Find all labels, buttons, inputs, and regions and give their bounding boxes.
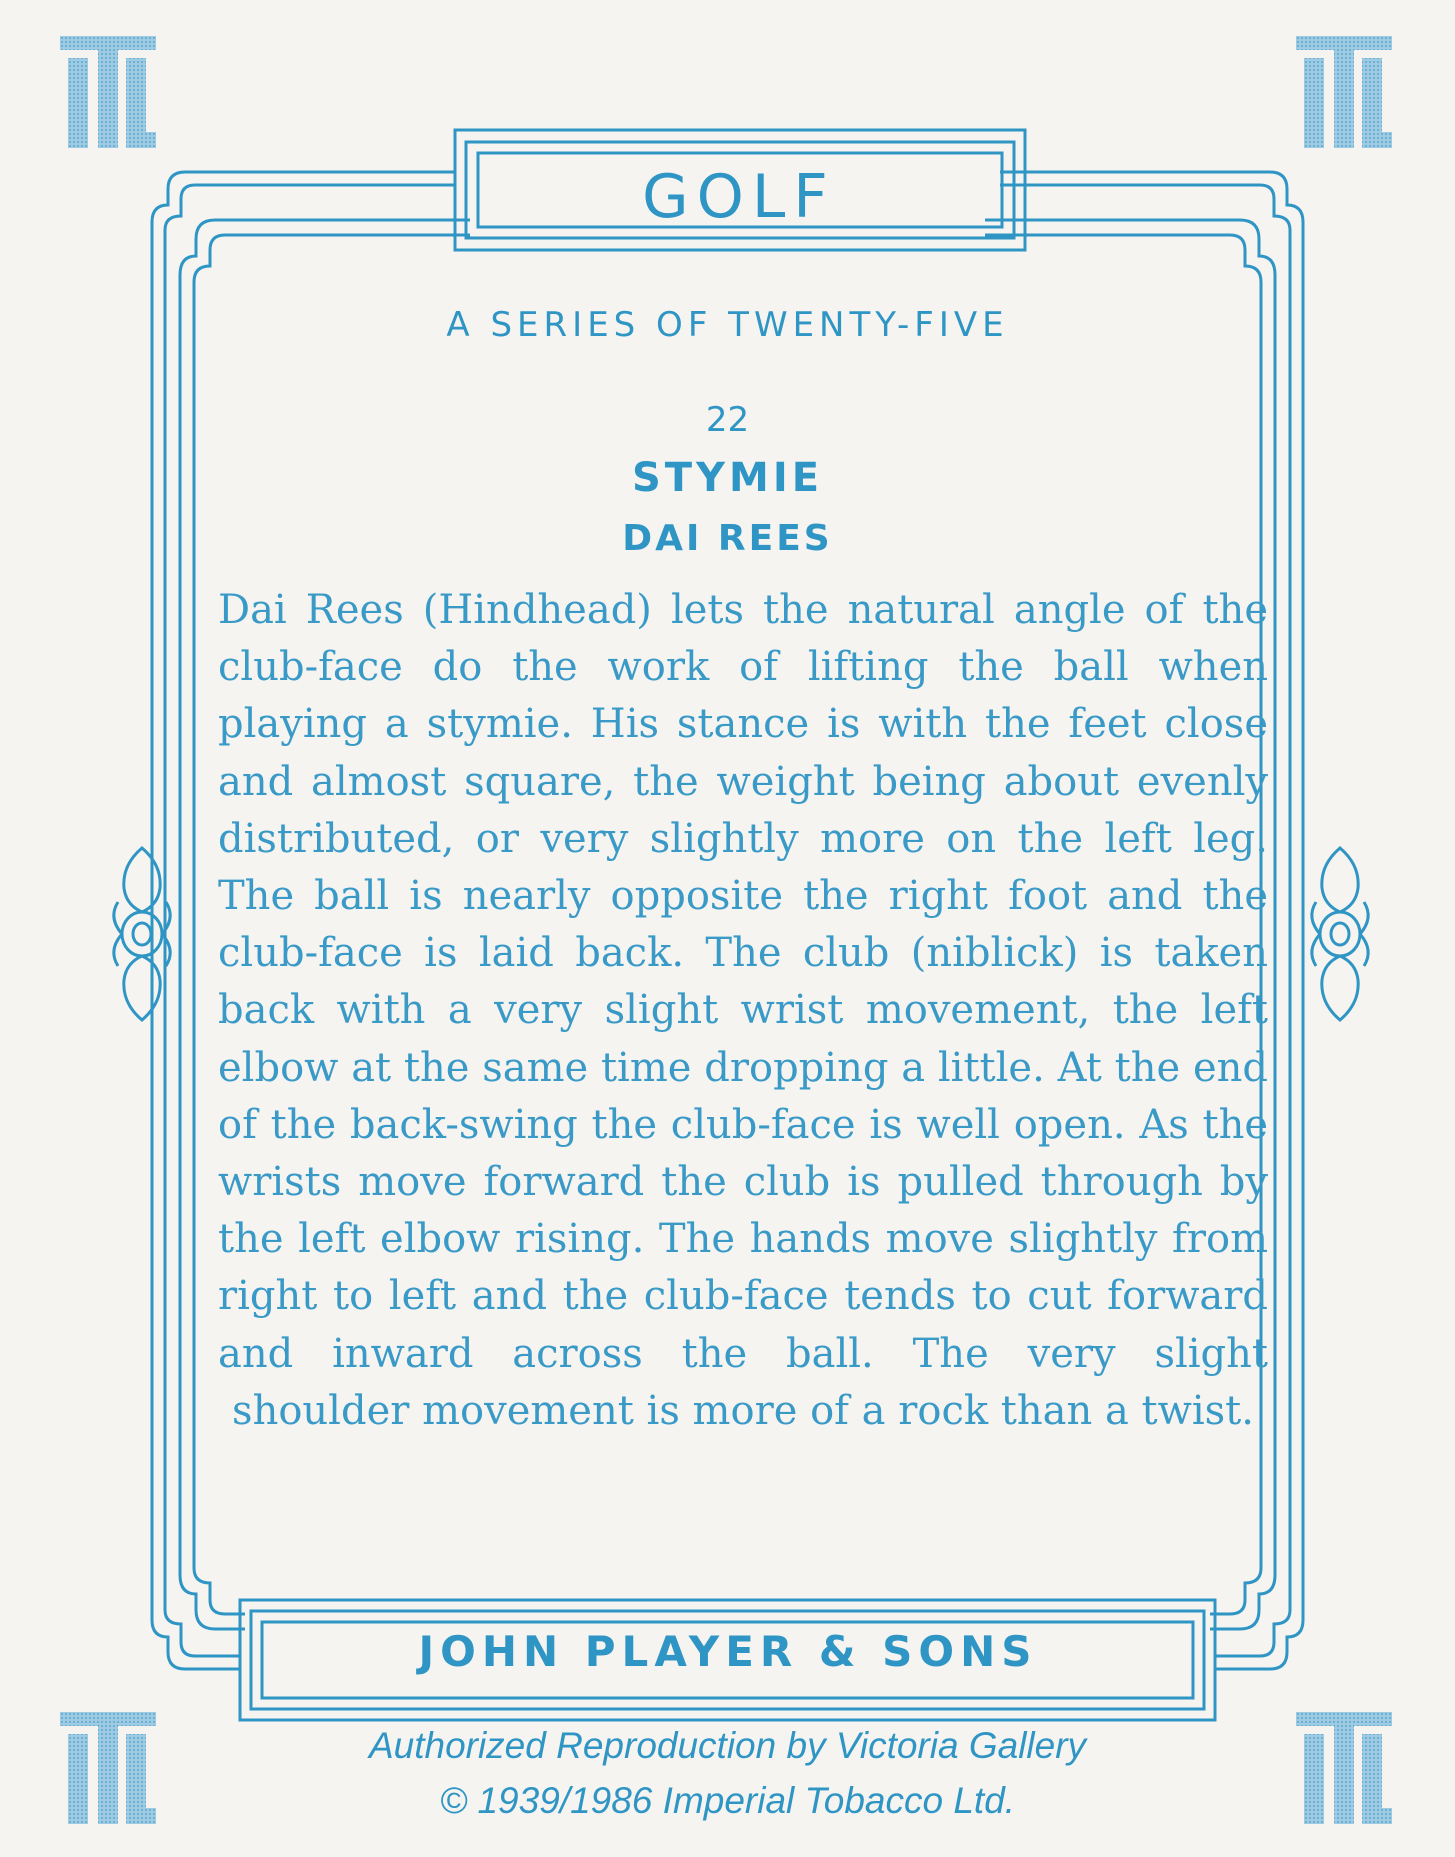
copyright-line: © 1939/1986 Imperial Tobacco Ltd.	[439, 1780, 1016, 1821]
fleur-ornament-icon	[114, 848, 170, 1020]
player-name: DAI REES	[622, 518, 833, 559]
card-title-golf: GOLF	[642, 162, 836, 232]
imperial-tobacco-monogram-icon	[1296, 1712, 1392, 1824]
fleur-ornament-icon	[1312, 848, 1368, 1020]
reproduction-credit: Authorized Reproduction by Victoria Gallery	[368, 1725, 1087, 1766]
imperial-tobacco-monogram-icon	[1296, 36, 1392, 148]
series-caption: A SERIES OF TWENTY-FIVE	[446, 305, 1009, 345]
imperial-tobacco-monogram-icon	[60, 1712, 156, 1824]
imperial-tobacco-monogram-icon	[60, 36, 156, 148]
card-number: 22	[705, 400, 750, 440]
card-description: Dai Rees (Hindhead) lets the natural angle of the club-face do the work of lifting the ball when playing a stymie. His stance is with the feet close and almost square, the weight being about evenly distributed, or very slightly more on the left leg. The ball is nearly opposite the right foot and the club-face is laid back. The club (niblick) is taken back with a very slight wrist movement, the left elbow at the same time dropping a little. At the end of the back-swing the club-face is well open. As the wrists move forward the club is pulled through by the left elbow rising. The hands move slightly from right to left and the club-face tends to cut forward and inward across the ball. The very slight shoulder movement is more of a rock than a twist.	[218, 587, 1268, 1434]
card-heading: STYMIE	[631, 455, 824, 501]
publisher-name: JOHN PLAYER & SONS	[418, 1627, 1038, 1676]
